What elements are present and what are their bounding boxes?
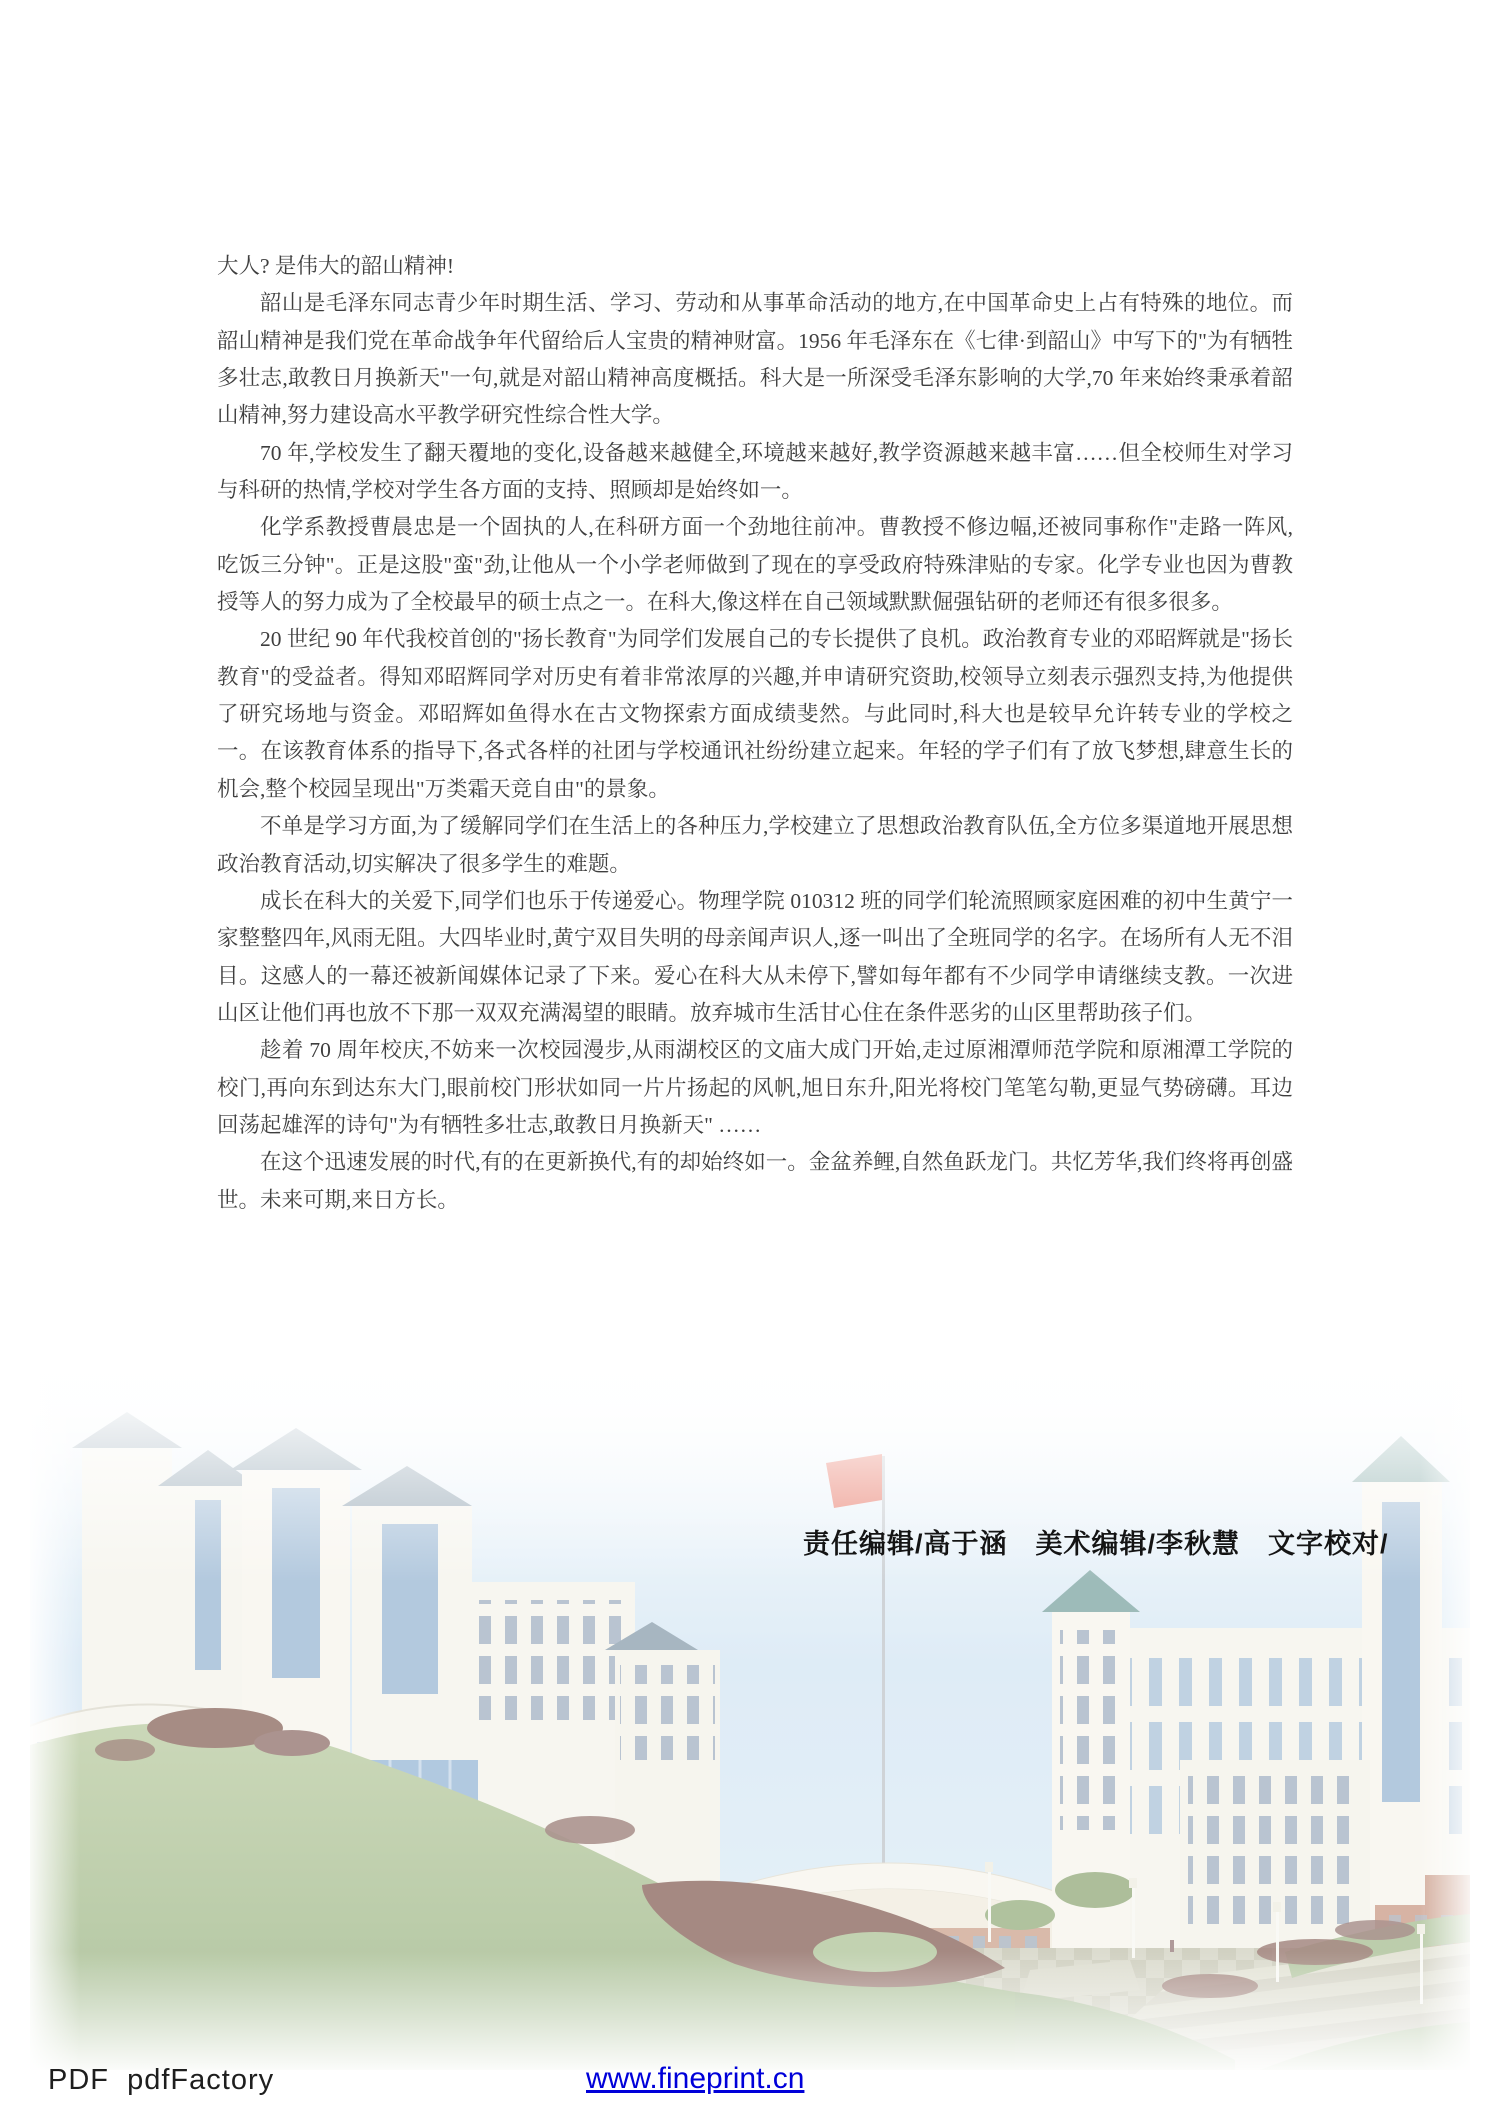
- campus-photo: [30, 1330, 1470, 2070]
- paragraph: 成长在科大的关爱下,同学们也乐于传递爱心。物理学院 010312 班的同学们轮流照顾家庭困难的初中生黄宁一家整整四年,风雨无阻。大四毕业时,黄宁双目失明的母亲闻声识人,逐一叫出了全班同学的名字。在场所有人无不泪目。这感人的一幕还被新闻媒体记录了下来。爱心在科大从未停下,譬如每年都有不少同学申请继续支教。一次进山区让他们再也放不下那一双双充满渴望的眼睛。放弃城市生活甘心住在条件恶劣的山区里帮助孩子们。: [217, 888, 1293, 1025]
- paragraph: 在这个迅速发展的时代,有的在更新换代,有的却始终如一。金盆养鲤,自然鱼跃龙门。共忆芳华,我们终将再创盛世。未来可期,来日方长。: [217, 1150, 1293, 1212]
- photo-credits: 责任编辑/高于涵 美术编辑/李秋慧 文字校对/: [803, 1529, 1389, 1559]
- paragraph: 化学系教授曹晨忠是一个固执的人,在科研方面一个劲地往前冲。曹教授不修边幅,还被同事称作"走路一阵风,吃饭三分钟"。正是这股"蛮"劲,让他从一个小学老师做到了现在的享受政府特殊津贴的专家。化学专业也因为曹教授等人的努力成为了全校最早的硕士点之一。在科大,像这样在自己领域默默倔强钻研的老师还有很多很多。: [217, 515, 1293, 615]
- paragraph: 大人? 是伟大的韶山精神!: [217, 254, 455, 278]
- paragraph: 趁着 70 周年校庆,不妨来一次校园漫步,从雨湖校区的文庙大成门开始,走过原湘潭师范学院和原湘潭工学院的校门,再向东到达东大门,眼前校门形状如同一片片扬起的风帆,旭日东升,阳光将校门笔笔勾勒,更显气势磅礴。耳边回荡起雄浑的诗句"为有牺牲多壮志,敢教日月换新天" ……: [217, 1038, 1293, 1137]
- paragraph: 韶山是毛泽东同志青少年时期生活、学习、劳动和从事革命活动的地方,在中国革命史上占有特殊的地位。而韶山精神是我们党在革命战争年代留给后人宝贵的精神财富。1956 年毛泽东在《七律·到韶山》中写下的"为有牺牲多壮志,敢教日月换新天"一句,就是对韶山精神高度概括。科大是一所深受毛泽东影响的大学,70 年来始终秉承着韶山精神,努力建设高水平教学研究性综合性大学。: [217, 291, 1293, 428]
- pdf-generator-label: PDF pdfFactory: [48, 2064, 275, 2096]
- paragraph: 不单是学习方面,为了缓解同学们在生活上的各种压力,学校建立了思想政治教育队伍,全方位多渠道地开展思想政治教育活动,切实解决了很多学生的难题。: [217, 814, 1293, 876]
- fineprint-link[interactable]: www.fineprint.cn: [586, 2062, 805, 2095]
- paragraph: 20 世纪 90 年代我校首创的"扬长教育"为同学们发展自己的专长提供了良机。政治教育专业的邓昭辉就是"扬长教育"的受益者。得知邓昭辉同学对历史有着非常浓厚的兴趣,并申请研究资助,校领导立刻表示强烈支持,为他提供了研究场地与资金。邓昭辉如鱼得水在古文物探索方面成绩斐然。与此同时,科大也是较早允许转专业的学校之一。在该教育体系的指导下,各式各样的社团与学校通讯社纷纷建立起来。年轻的学子们有了放飞梦想,肆意生长的机会,整个校园呈现出"万类霜天竞自由"的景象。: [217, 627, 1293, 801]
- article-text: [217, 248, 1293, 1219]
- photo-fade-overlay: [30, 1330, 1470, 2070]
- paragraph: 70 年,学校发生了翻天覆地的变化,设备越来越健全,环境越来越好,教学资源越来越丰富……但全校师生对学习与科研的热情,学校对学生各方面的支持、照顾却是始终如一。: [217, 440, 1293, 503]
